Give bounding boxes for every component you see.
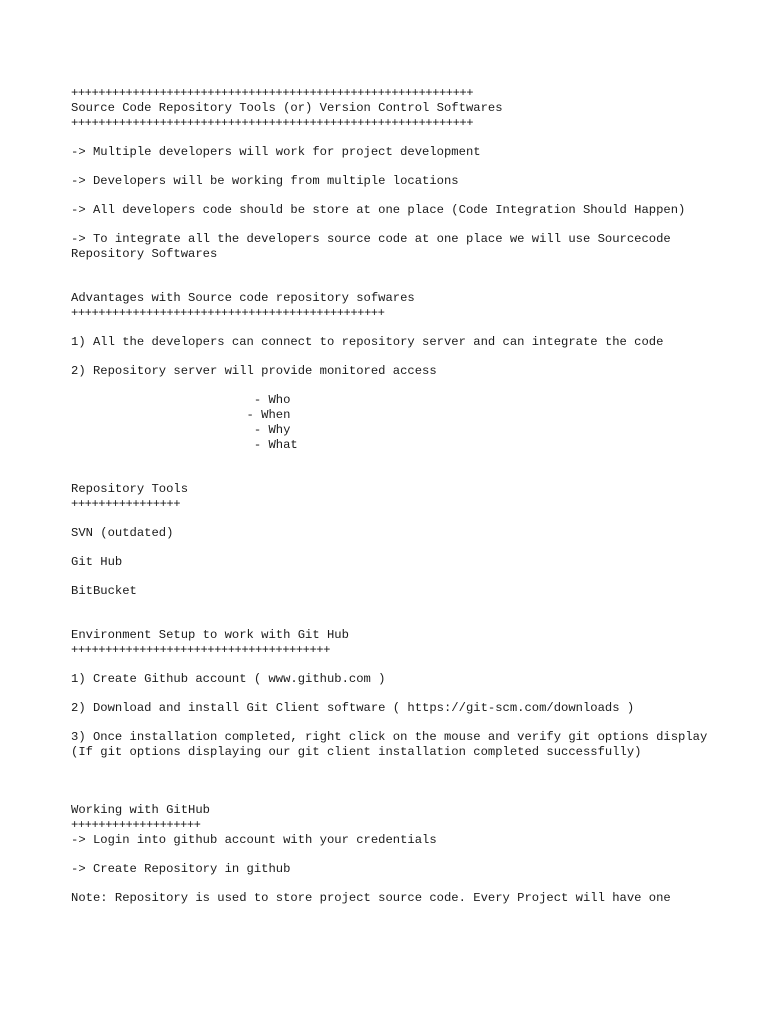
setup-step-2: 2) Download and install Git Client software ( https://git-scm.com/downloads ): [71, 701, 635, 715]
working-step-1: -> Login into github account with your credentials: [71, 833, 437, 847]
header-rule-bottom: +++++++++++++++++++++++++++++++++++++++++++++++++++++++++++: [71, 116, 474, 130]
working-rule: +++++++++++++++++++: [71, 818, 201, 832]
intro-point-4: -> To integrate all the developers source code at one place we will use Sourcecode Repository Softwares: [71, 232, 679, 261]
access-who: - Who: [71, 393, 291, 407]
document-page: [71, 86, 731, 906]
tool-svn: SVN (outdated): [71, 526, 174, 540]
advantages-heading: Advantages with Source code repository sofwares: [71, 291, 415, 305]
working-heading: Working with GitHub: [71, 803, 210, 817]
working-note: Note: Repository is used to store project source code. Every Project will have one: [71, 891, 671, 905]
setup-step-3: 3) Once installation completed, right click on the mouse and verify git options display (If git options displaying our git client installation completed successfully): [71, 730, 715, 759]
intro-point-1: -> Multiple developers will work for project development: [71, 145, 481, 159]
intro-point-3: -> All developers code should be store at one place (Code Integration Should Happen): [71, 203, 686, 217]
access-what: - What: [71, 438, 298, 452]
access-when: - When: [71, 408, 291, 422]
intro-point-2: -> Developers will be working from multiple locations: [71, 174, 459, 188]
advantage-item-2: 2) Repository server will provide monitored access: [71, 364, 437, 378]
setup-rule: ++++++++++++++++++++++++++++++++++++++: [71, 643, 330, 657]
working-step-2: -> Create Repository in github: [71, 862, 291, 876]
tool-github: Git Hub: [71, 555, 123, 569]
tools-heading: Repository Tools: [71, 482, 189, 496]
advantages-rule: ++++++++++++++++++++++++++++++++++++++++++++++: [71, 306, 385, 320]
header-rule-top: +++++++++++++++++++++++++++++++++++++++++++++++++++++++++++: [71, 86, 474, 100]
tools-rule: ++++++++++++++++: [71, 497, 181, 511]
advantage-item-1: 1) All the developers can connect to repository server and can integrate the code: [71, 335, 664, 349]
document-title: Source Code Repository Tools (or) Version Control Softwares: [71, 101, 503, 115]
tool-bitbucket: BitBucket: [71, 584, 137, 598]
setup-step-1: 1) Create Github account ( www.github.com ): [71, 672, 386, 686]
setup-heading: Environment Setup to work with Git Hub: [71, 628, 349, 642]
access-why: - Why: [71, 423, 291, 437]
